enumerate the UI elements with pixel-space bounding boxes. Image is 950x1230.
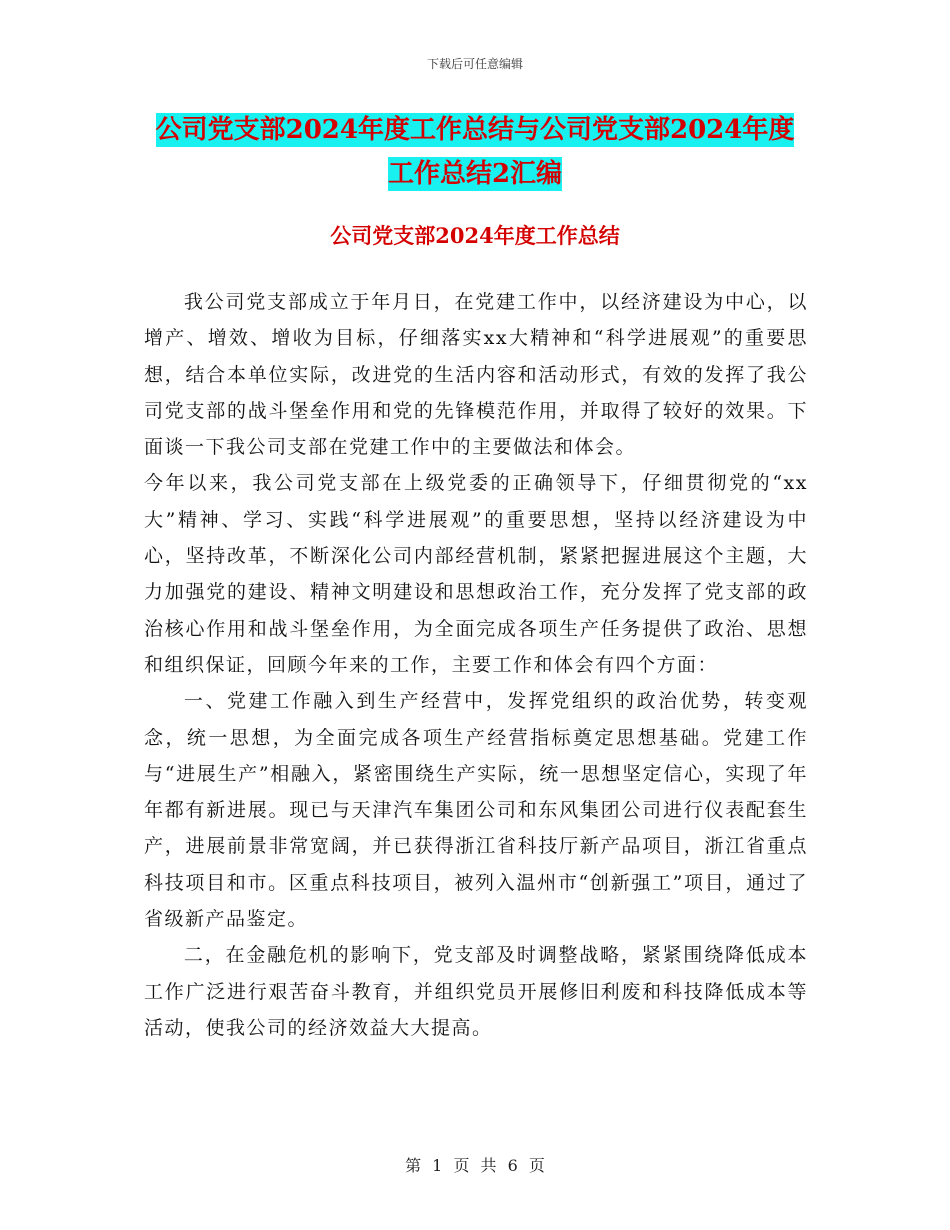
document-body bbox=[144, 284, 808, 1046]
page-number: 第 1 页 共 6 页 bbox=[405, 1156, 545, 1175]
section-title: 公司党支部2024年度工作总结 bbox=[330, 223, 620, 248]
paragraph: 一、党建工作融入到生产经营中，发挥党组织的政治优势，转变观念，统一思想，为全面完成各项生产经营指标奠定思想基础。党建工作与“进展生产”相融入，紧密围绕生产实际，统一思想坚定信心，实现了年年都有新进展。现已与天津汽车集团公司和东风集团公司进行仪表配套生产，进展前景非常宽阔，并已获得浙江省科技厅新产品项目，浙江省重点科技项目和市。区重点科技项目，被列入温州市“创新强工”项目，通过了省级新产品鉴定。 bbox=[144, 690, 808, 931]
paragraph: 我公司党支部成立于年月日，在党建工作中，以经济建设为中心，以增产、增效、增收为目标，仔细落实xx大精神和“科学进展观”的重要思想，结合本单位实际，改进党的生活内容和活动形式，有效的发挥了我公司党支部的战斗堡垒作用和党的先锋模范作用，并取得了较好的效果。下面谈一下我公司支部在党建工作中的主要做法和体会。 bbox=[144, 291, 808, 459]
header-note: 下载后可任意编辑 bbox=[426, 57, 523, 71]
document-title bbox=[150, 108, 800, 196]
paragraph: 二，在金融危机的影响下，党支部及时调整战略，紧紧围绕降低成本工作广泛进行艰苦奋斗教育，并组织党员开展修旧利废和科技降低成本等活动，使我公司的经济效益大大提高。 bbox=[144, 944, 808, 1039]
document-title-text: 公司党支部2024年度工作总结与公司党支部2024年度工作总结2汇编 bbox=[155, 115, 795, 189]
paragraph: 今年以来，我公司党支部在上级党委的正确领导下，仔细贯彻党的“xx大”精神、学习、实践“科学进展观”的重要思想，坚持以经济建设为中心，坚持改革，不断深化公司内部经营机制，紧紧把握进展这个主题，大力加强党的建设、精神文明建设和思想政治工作，充分发挥了党支部的政治核心作用和战斗堡垒作用，为全面完成各项生产任务提供了政治、思想和组织保证，回顾今年来的工作，主要工作和体会有四个方面： bbox=[144, 472, 808, 676]
